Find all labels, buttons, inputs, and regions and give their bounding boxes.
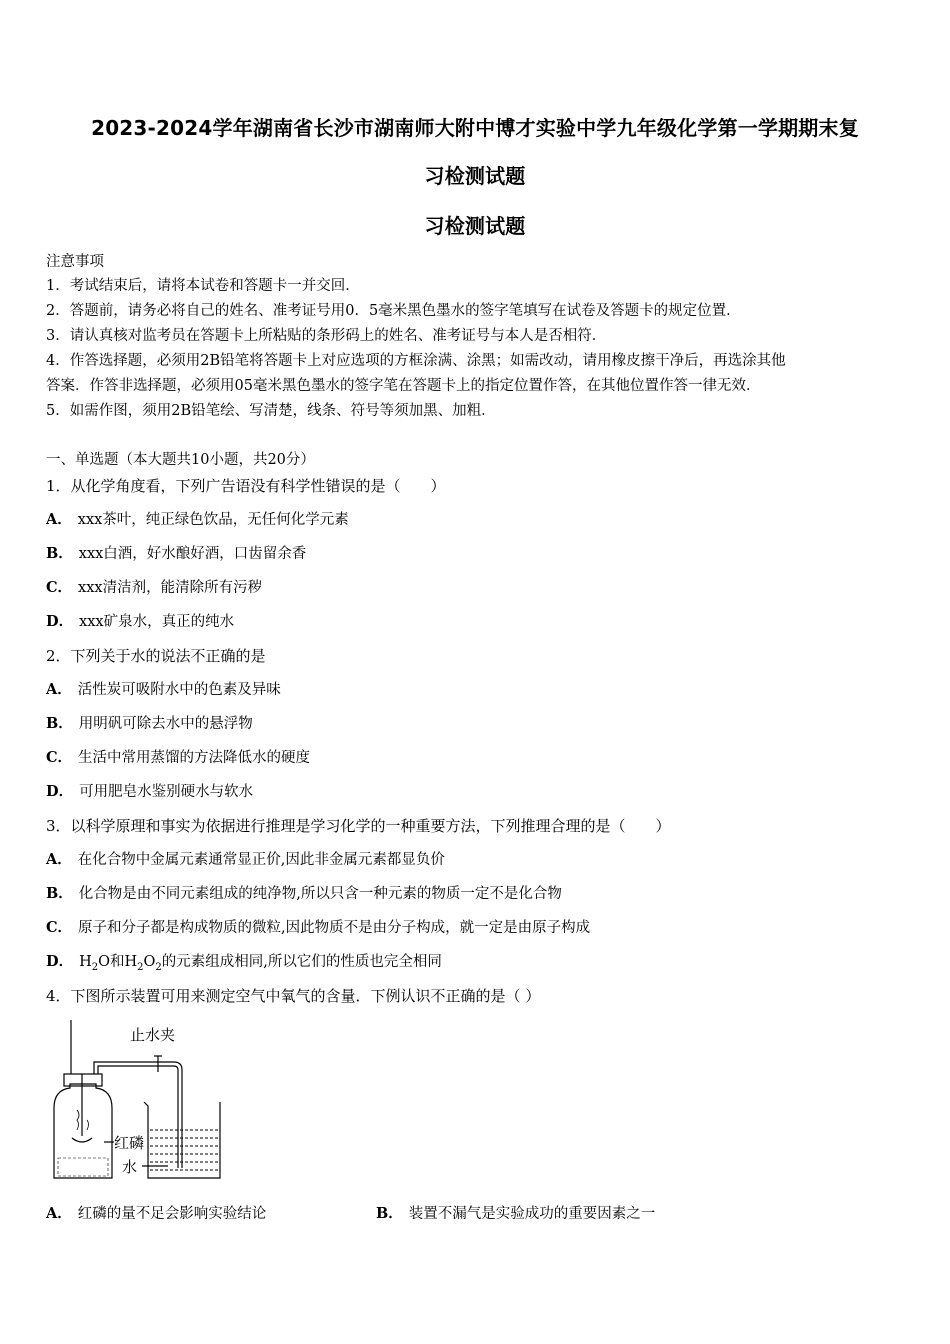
option-text: 装置不漏气是实验成功的重要因素之一 xyxy=(408,1206,656,1222)
option-text: 红磷的量不足会影响实验结论 xyxy=(77,1206,267,1222)
question-4-stem: 4．下图所示装置可用来测定空气中氧气的含量．下例认识不正确的是（ ） xyxy=(46,987,541,1005)
option-label: A． xyxy=(46,681,72,698)
option-label: B． xyxy=(46,885,73,902)
option-text: 可用肥皂水鉴别硬水与软水 xyxy=(79,784,254,800)
oxygen-apparatus-figure xyxy=(44,1018,234,1188)
question-3-stem: 3．以科学原理和事实为依据进行推理是学习化学的一种重要方法，下列推理合理的是（ ） xyxy=(46,817,671,835)
option-label: A． xyxy=(46,851,72,868)
notice-item-1: 1．考试结束后，请将本试卷和答题卡一并交回． xyxy=(46,278,360,294)
phosphorus-label: 红磷 xyxy=(114,1134,145,1152)
option-text: xxx白酒，好水酿好酒，口齿留余香 xyxy=(78,546,307,562)
page-title-line-1: 2023-2024学年湖南省长沙市湖南师大附中博才实验中学九年级化学第一学期期末复 xyxy=(91,116,859,140)
page-title-line-3: 习检测试题 xyxy=(424,214,526,238)
question-2-stem: 2．下列关于水的说法不正确的是 xyxy=(46,647,266,665)
option-text: 在化合物中金属元素通常显正价,因此非金属元素都显负价 xyxy=(77,852,445,868)
question-2-option-c xyxy=(46,748,310,768)
question-2-option-b xyxy=(46,714,253,734)
question-3-option-c xyxy=(46,918,590,938)
notice-item-4-cont: 答案．作答非选择题，必须用05毫米黑色墨水的签字笔在答题卡上的指定位置作答，在其他位置作答一律无效． xyxy=(46,378,761,394)
notice-heading: 注意事项 xyxy=(46,254,104,270)
option-text: xxx茶叶，纯正绿色饮品，无任何化学元素 xyxy=(77,512,349,528)
question-4-option-b xyxy=(376,1204,655,1224)
question-1-option-d xyxy=(46,612,234,632)
option-text: 原子和分子都是构成物质的微粒,因此物质不是由分子构成，就一定是由原子构成 xyxy=(78,920,591,936)
question-1-option-c xyxy=(46,578,262,598)
option-label: C． xyxy=(46,919,73,936)
notice-item-5: 5．如需作图，须用2B铅笔绘、写清楚，线条、符号等须加黑、加粗． xyxy=(46,403,496,419)
question-4-option-a xyxy=(46,1204,266,1224)
option-text: 化合物是由不同元素组成的纯净物,所以只含一种元素的物质一定不是化合物 xyxy=(78,886,562,902)
option-label: B． xyxy=(46,545,73,562)
question-3-option-b xyxy=(46,884,562,904)
option-label: A． xyxy=(46,1205,72,1222)
water-label: 水 xyxy=(122,1158,138,1176)
section-heading: 一、单选题（本大题共10小题，共20分） xyxy=(46,452,315,468)
option-text: 生活中常用蒸馏的方法降低水的硬度 xyxy=(78,750,311,766)
clamp-label: 止水夹 xyxy=(130,1026,176,1044)
formula-h2o-h2o2: $H_2O$和$H_2O_2$的元素组成相同,所以它们的性质也完全相同 xyxy=(79,954,442,973)
option-label: B． xyxy=(376,1205,403,1222)
page-title-line-2: 习检测试题 xyxy=(424,164,526,188)
question-3-option-d xyxy=(46,952,442,978)
option-label: D． xyxy=(46,613,74,630)
notice-item-4: 4．作答选择题，必须用2B铅笔将答题卡上对应选项的方框涂满、涂黑；如需改动，请用橡皮擦干净后，再选涂其他 xyxy=(46,353,786,369)
option-label: B． xyxy=(46,715,73,732)
option-text: 用明矾可除去水中的悬浮物 xyxy=(78,716,253,732)
option-label: D． xyxy=(46,783,74,800)
option-text: xxx清洁剂，能清除所有污秽 xyxy=(78,580,263,596)
question-3-option-a xyxy=(46,850,445,870)
question-2-option-a xyxy=(46,680,281,700)
question-1-option-a xyxy=(46,510,349,530)
option-label: C． xyxy=(46,579,73,596)
option-text: 活性炭可吸附水中的色素及异味 xyxy=(77,682,281,698)
notice-item-3: 3．请认真核对监考员在答题卡上所粘贴的条形码上的姓名、准考证号与本人是否相符． xyxy=(46,328,607,344)
option-label: D． xyxy=(46,953,74,970)
question-1-stem: 1．从化学角度看，下列广告语没有科学性错误的是（ ） xyxy=(46,477,446,495)
option-text: xxx矿泉水，真正的纯水 xyxy=(79,614,235,630)
option-label: C． xyxy=(46,749,73,766)
question-2-option-d xyxy=(46,782,253,802)
option-label: A． xyxy=(46,511,72,528)
notice-item-2: 2．答题前，请务必将自己的姓名、准考证号用0．5毫米黑色墨水的签字笔填写在试卷及答题卡的规定位置． xyxy=(46,303,741,319)
question-1-option-b xyxy=(46,544,306,564)
